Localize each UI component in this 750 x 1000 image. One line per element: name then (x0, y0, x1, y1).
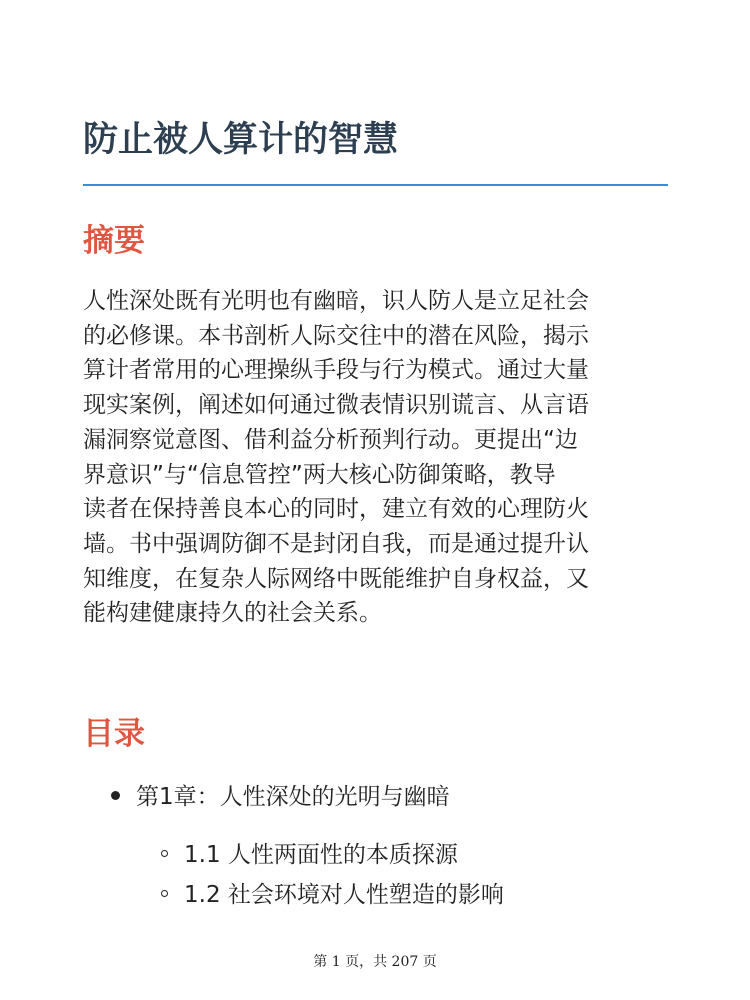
toc-chapter-item[interactable] (111, 780, 450, 814)
abstract-line: 读者在保持善良本心的同时，建立有效的心理防火 (83, 496, 589, 523)
title-divider (83, 184, 668, 186)
abstract-line: 的必修课。本书剖析人际交往中的潜在风险，揭示 (83, 322, 589, 349)
table-of-contents-heading: 目录 (83, 716, 145, 752)
abstract-line: 能构建健康持久的社会关系。 (83, 600, 382, 627)
toc-section-item[interactable] (161, 838, 458, 872)
abstract-line: 界意识”与“信息管控”两大核心防御策略，教导 (83, 461, 556, 488)
abstract-line: 漏洞察觉意图、借利益分析预判行动。更提出“边 (83, 426, 578, 453)
abstract-line: 墙。书中强调防御不是封闭自我，而是通过提升认 (83, 530, 589, 557)
toc-section-label: 1.1 人性两面性的本质探源 (184, 842, 458, 868)
abstract-paragraph (83, 284, 673, 631)
document-title: 防止被人算计的智慧 (83, 120, 399, 160)
hollow-circle-bullet-icon (161, 890, 168, 897)
page-number-footer: 第 1 页，共 207 页 (313, 954, 437, 970)
hollow-circle-bullet-icon (161, 850, 168, 857)
abstract-line: 现实案例，阐述如何通过微表情识别谎言、从言语 (83, 392, 589, 419)
toc-section-label: 1.2 社会环境对人性塑造的影响 (184, 882, 504, 908)
abstract-line: 算计者常用的心理操纵手段与行为模式。通过大量 (83, 357, 589, 384)
toc-chapter-label: 第1章：人性深处的光明与幽暗 (136, 784, 450, 810)
toc-section-item[interactable] (161, 878, 504, 912)
abstract-line: 知维度，在复杂人际网络中既能维护自身权益，又 (83, 565, 589, 592)
abstract-heading: 摘要 (83, 223, 145, 259)
abstract-line: 人性深处既有光明也有幽暗，识人防人是立足社会 (83, 288, 589, 314)
filled-circle-bullet-icon (111, 791, 120, 800)
